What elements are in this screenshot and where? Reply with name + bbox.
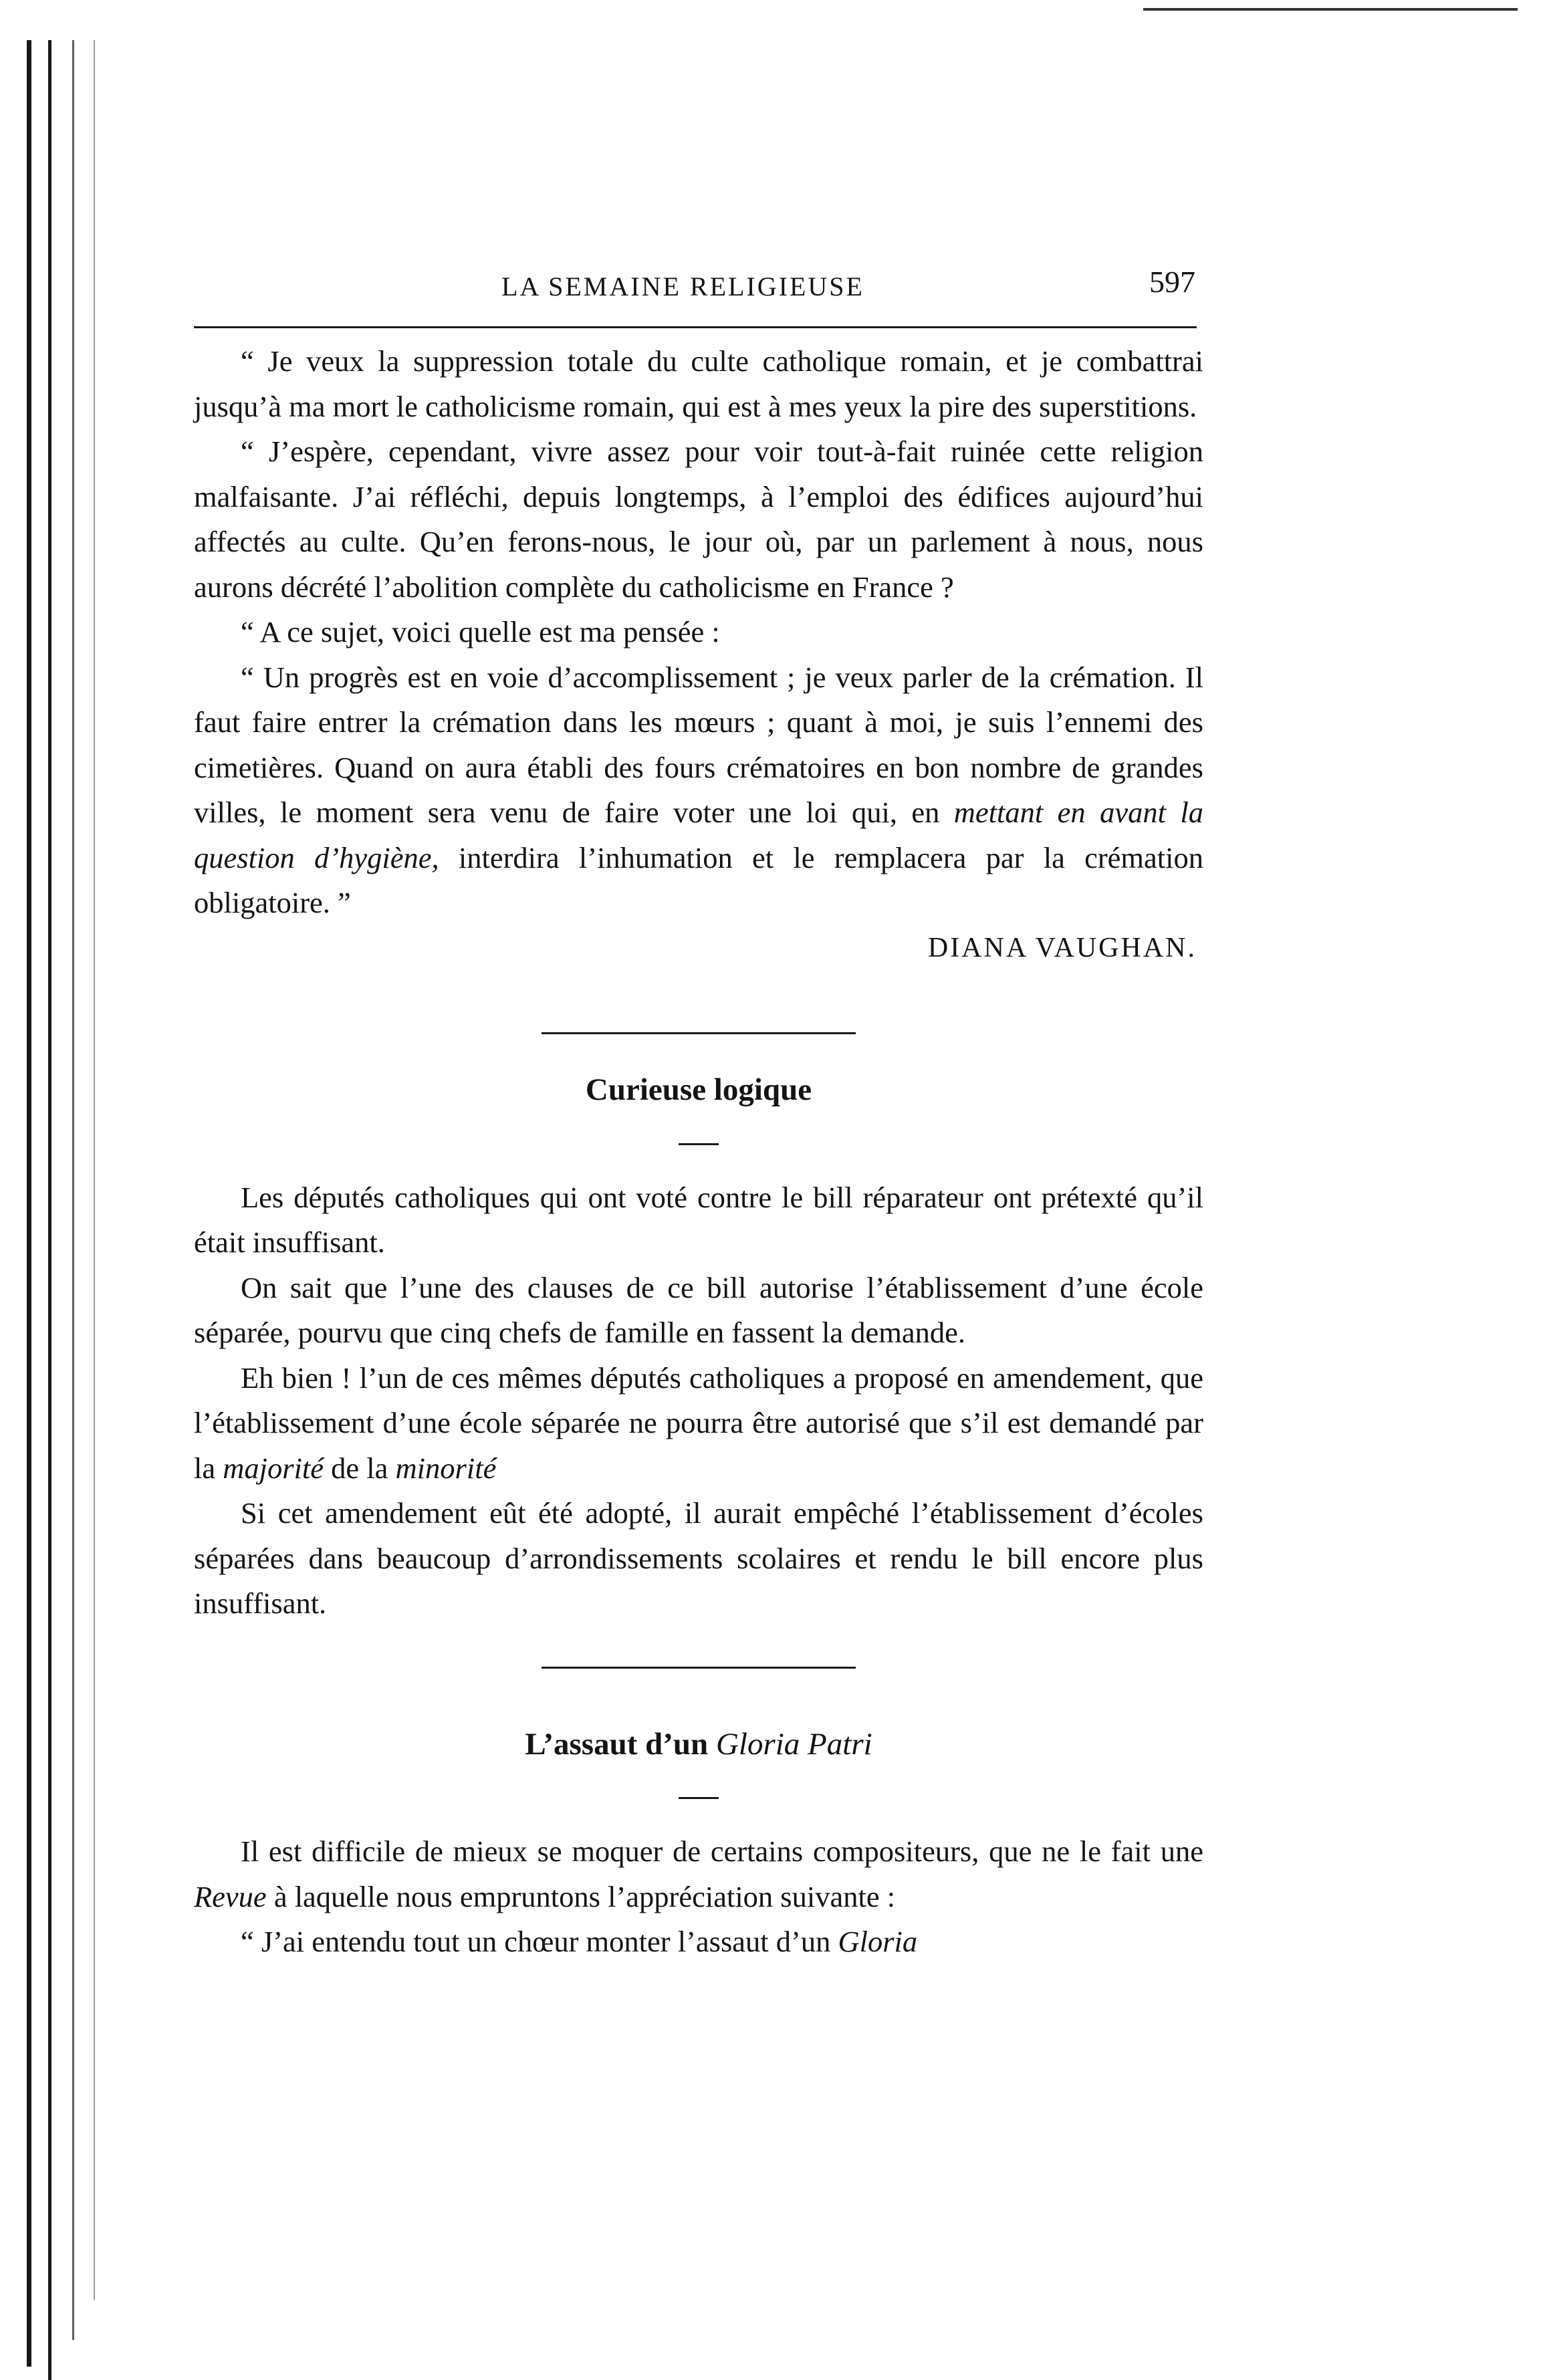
quote-text: interdira l’inhumation et le remplacera par la crémation obligatoire. ” <box>194 840 1203 919</box>
italic-text: majorité <box>223 1451 324 1485</box>
page-header <box>194 264 1210 318</box>
paragraph-text: de la <box>324 1451 396 1485</box>
section-title-text: L’assaut d’un <box>525 1726 716 1762</box>
paragraph <box>194 1829 1203 1919</box>
scan-edge-rule <box>1143 8 1518 11</box>
paragraph: Si cet amendement eût été adopté, il aurait empêché l’établissement d’écoles séparées dans beaucoup d’arrondissements scolaires et rendu le bill encore plus insuffisant. <box>194 1496 1203 1620</box>
paragraph-text: Il est difficile de mieux se moquer de certains compositeurs, que ne le fait une <box>241 1834 1203 1868</box>
quote-text: “ Un progrès est en voie d’accomplissement ; je veux parler de la crémation. Il faut faire entrer la crémation dans les mœurs ; quant à moi, je suis l’ennemi des cimetières. Quand on aura établi des fours crématoires en bon nombre de grandes villes, le moment sera venu de faire voter une loi qui, en <box>194 660 1203 829</box>
paragraph: On sait que l’une des clauses de ce bill autorise l’établissement d’une école séparée, pourvu que cinq chefs de famille en fassent la demande. <box>194 1270 1203 1349</box>
italic-text: minorité <box>395 1451 497 1485</box>
gutter-line <box>48 40 51 2380</box>
header-rule <box>194 326 1197 328</box>
quote-italic-text: mettant en avant la question d’hygiène, <box>194 796 1203 874</box>
paragraph-text: Eh bien ! l’un de ces mêmes députés catholiques a proposé en amendement, que l’établissement d’une école séparée ne pourra être autorisé que s’il est demandé par la <box>194 1360 1203 1485</box>
paragraph-text: à laquelle nous empruntons l’appréciation suivante : <box>266 1879 896 1913</box>
italic-text: Revue <box>194 1879 267 1913</box>
section-title <box>194 1722 1203 1768</box>
body-text <box>194 339 1203 1965</box>
gutter-line <box>72 40 74 2340</box>
paragraph: Les députés catholiques qui ont voté contre le bill réparateur ont prétexté qu’il était insuffisant. <box>194 1180 1203 1259</box>
binding-gutter <box>0 0 114 2379</box>
gutter-line <box>27 40 31 2367</box>
quote-paragraph: “ Je veux la suppression totale du culte catholique romain, et je combattrai jusqu’à ma mort le catholicisme romain, qui est à mes yeux la pire des superstitions. <box>194 344 1203 423</box>
italic-text: Gloria <box>838 1925 918 1958</box>
section-title-italic: Gloria Patri <box>715 1726 872 1762</box>
paragraph <box>194 1356 1203 1492</box>
gutter-line <box>94 40 95 2300</box>
page-number: 597 <box>1149 265 1195 299</box>
paragraph-text: “ J’ai entendu tout un chœur monter l’assaut d’un <box>241 1925 838 1958</box>
quote-paragraph: “ A ce sujet, voici quelle est ma pensée : <box>241 615 720 648</box>
paragraph <box>194 1919 1203 1965</box>
quote-paragraph <box>194 655 1203 926</box>
signature: DIANA VAUGHAN. <box>927 932 1197 963</box>
running-title: LA SEMAINE RELIGIEUSE <box>501 271 864 302</box>
section-title: Curieuse logique <box>585 1072 812 1107</box>
quote-paragraph: “ J’espère, cependant, vivre assez pour voir tout-à-fait ruinée cette religion malfaisante. J’ai réfléchi, depuis longtemps, à l’emploi des édifices aujourd’hui affectés au culte. Qu’en ferons-nous, le jour où, par un parlement à nous, nous aurons décrété l’abolition complète du catholicisme en France ? <box>194 435 1203 604</box>
